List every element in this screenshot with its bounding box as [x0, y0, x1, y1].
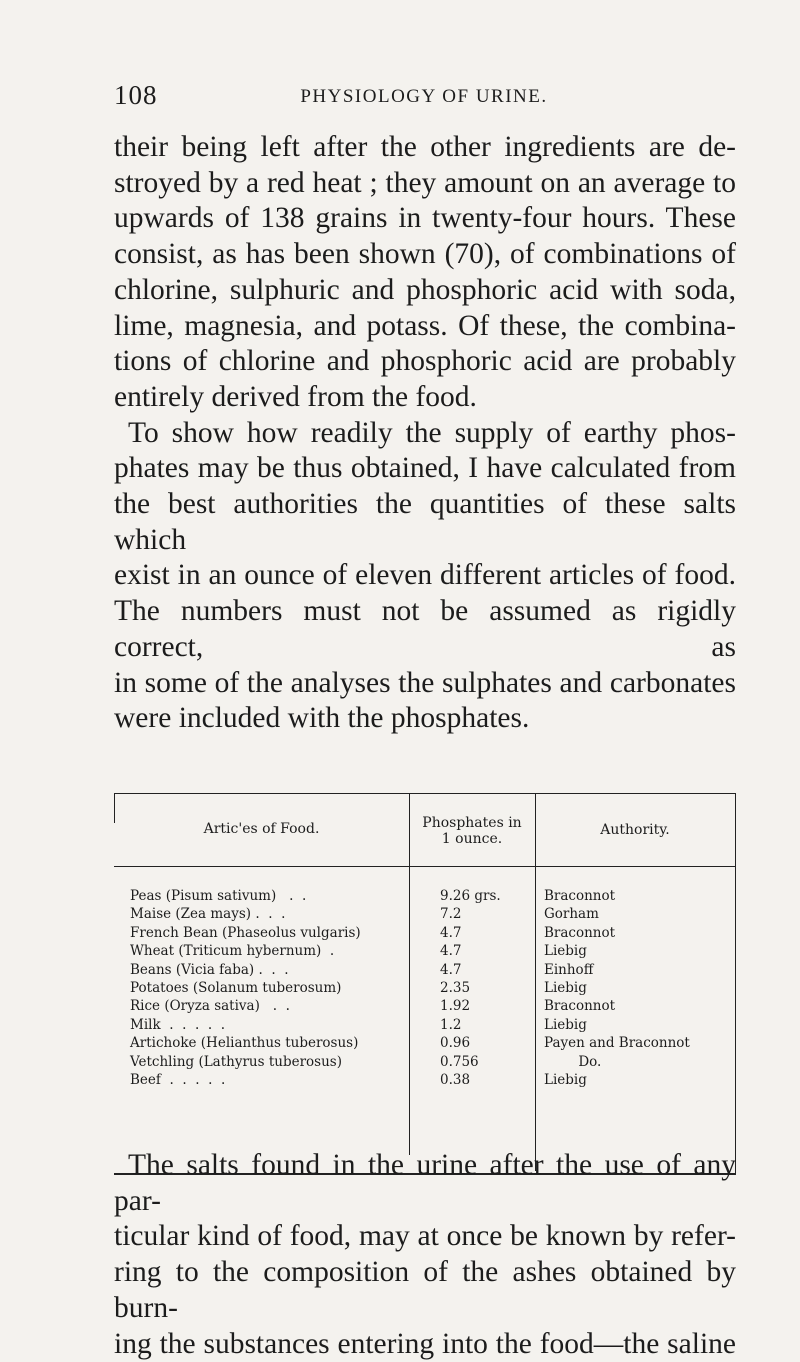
text-line: To show how readily the supply of earthy phos- [128, 416, 736, 449]
text-line: ing the substances entering into the food—the saline [114, 1327, 736, 1360]
header-articles: Artic'es of Food. [203, 821, 320, 837]
phosphates-column [440, 887, 501, 1089]
table-right-border [735, 793, 736, 1173]
table-cell-phosphates: 1.92 [440, 998, 471, 1015]
table-cell-authority: Einhoff [544, 961, 594, 978]
table-cell-authority: Liebig [544, 979, 587, 996]
articles-column [130, 887, 361, 1089]
table-cell-phosphates: 4.7 [440, 943, 462, 960]
table-cell-phosphates: 7.2 [440, 906, 462, 923]
header-authority: Authority. [600, 822, 670, 838]
column-divider [535, 793, 536, 1171]
table-cell-article: Milk . . . . . [130, 1016, 226, 1033]
text-line: ticular kind of food, may at once be known by refer- [114, 1220, 736, 1253]
table-left-border [114, 793, 115, 823]
table-cell-authority: Gorham [544, 906, 599, 923]
table-cell-phosphates: 1.2 [440, 1016, 462, 1033]
table-cell-authority: Braconnot [544, 998, 616, 1015]
table-cell-article: Wheat (Triticum hybernum) . [130, 943, 335, 960]
text-line: stroyed by a red heat ; they amount on an average to [114, 166, 736, 199]
header-phosphates-line1: Phosphates in [422, 815, 522, 831]
table-rule-header [114, 866, 736, 867]
table-cell-authority: Braconnot [544, 888, 616, 904]
table-cell-authority: Liebig [544, 1071, 587, 1088]
phosphates-table [114, 793, 736, 1183]
table-cell-phosphates: 9.26 grs. [440, 888, 501, 904]
text-line: their being left after the other ingredients are de- [114, 131, 736, 163]
text-line: The salts found in the urine after the use of any par- [114, 1149, 736, 1217]
table-cell-phosphates: 0.38 [440, 1071, 471, 1088]
table-cell-phosphates: 0.756 [440, 1053, 479, 1070]
table-cell-authority: Payen and Braconnot [544, 1035, 690, 1052]
table-cell-article: Beef . . . . . [130, 1071, 226, 1088]
table-cell-authority: Braconnot [544, 924, 616, 941]
table-cell-authority: Liebig [544, 1016, 587, 1033]
header-phosphates-line2: 1 ounce. [441, 831, 503, 847]
table-rule-top [114, 793, 736, 794]
body-paragraph-1 [114, 130, 736, 737]
text-line: chlorine, sulphuric and phosphoric acid with soda, [114, 273, 736, 306]
text-line: were included with the phosphates. [114, 702, 530, 735]
text-line: the best authorities the quantities of these salts which [114, 488, 736, 556]
table-cell-authority: Do. [544, 1053, 602, 1070]
table-cell-article: Rice (Oryza sativa) . . [130, 998, 290, 1015]
text-line: The numbers must not be assumed as rigidly correct, as [114, 595, 736, 663]
column-divider [409, 793, 410, 1155]
table-cell-article: Potatoes (Solanum tuberosum) [130, 979, 342, 996]
table-cell-phosphates: 4.7 [440, 961, 462, 978]
table-cell-article: Artichoke (Helianthus tuberosus) [130, 1035, 359, 1052]
page-number: 108 [114, 80, 158, 110]
text-line: tions of chlorine and phosphoric acid are probably [114, 345, 736, 378]
table-cell-article: Maise (Zea mays) . . . [130, 906, 286, 923]
text-line: upwards of 138 grains in twenty-four hours. These [114, 202, 736, 235]
header-phosphates [409, 815, 535, 847]
table-cell-phosphates: 0.96 [440, 1035, 471, 1052]
text-line: lime, magnesia, and potass. Of these, the combina- [114, 309, 736, 342]
table-cell-article: Vetchling (Lathyrus tuberosus) [130, 1053, 342, 1070]
running-title: PHYSIOLOGY OF URINE. [300, 86, 548, 107]
table-cell-article: Beans (Vicia faba) . . . [130, 961, 289, 978]
text-line: entirely derived from the food. [114, 380, 477, 413]
text-line: phates may be thus obtained, I have calculated from [114, 452, 736, 485]
authority-column [544, 887, 690, 1089]
table-cell-phosphates: 4.7 [440, 924, 462, 941]
text-line: ring to the composition of the ashes obtained by burn- [114, 1256, 736, 1324]
text-line: exist in an ounce of eleven different articles of food. [114, 559, 736, 592]
body-paragraph-2 [114, 1148, 736, 1362]
table-cell-authority: Liebig [544, 943, 587, 960]
table-cell-article: Peas (Pisum sativum) . . [130, 888, 307, 904]
text-line: in some of the analyses the sulphates and carbonates [114, 666, 736, 699]
table-cell-article: French Bean (Phaseolus vulgaris) [130, 924, 361, 941]
page-header [114, 80, 734, 110]
text-line: consist, as has been shown (70), of combinations of [114, 238, 736, 271]
table-cell-phosphates: 2.35 [440, 979, 471, 996]
